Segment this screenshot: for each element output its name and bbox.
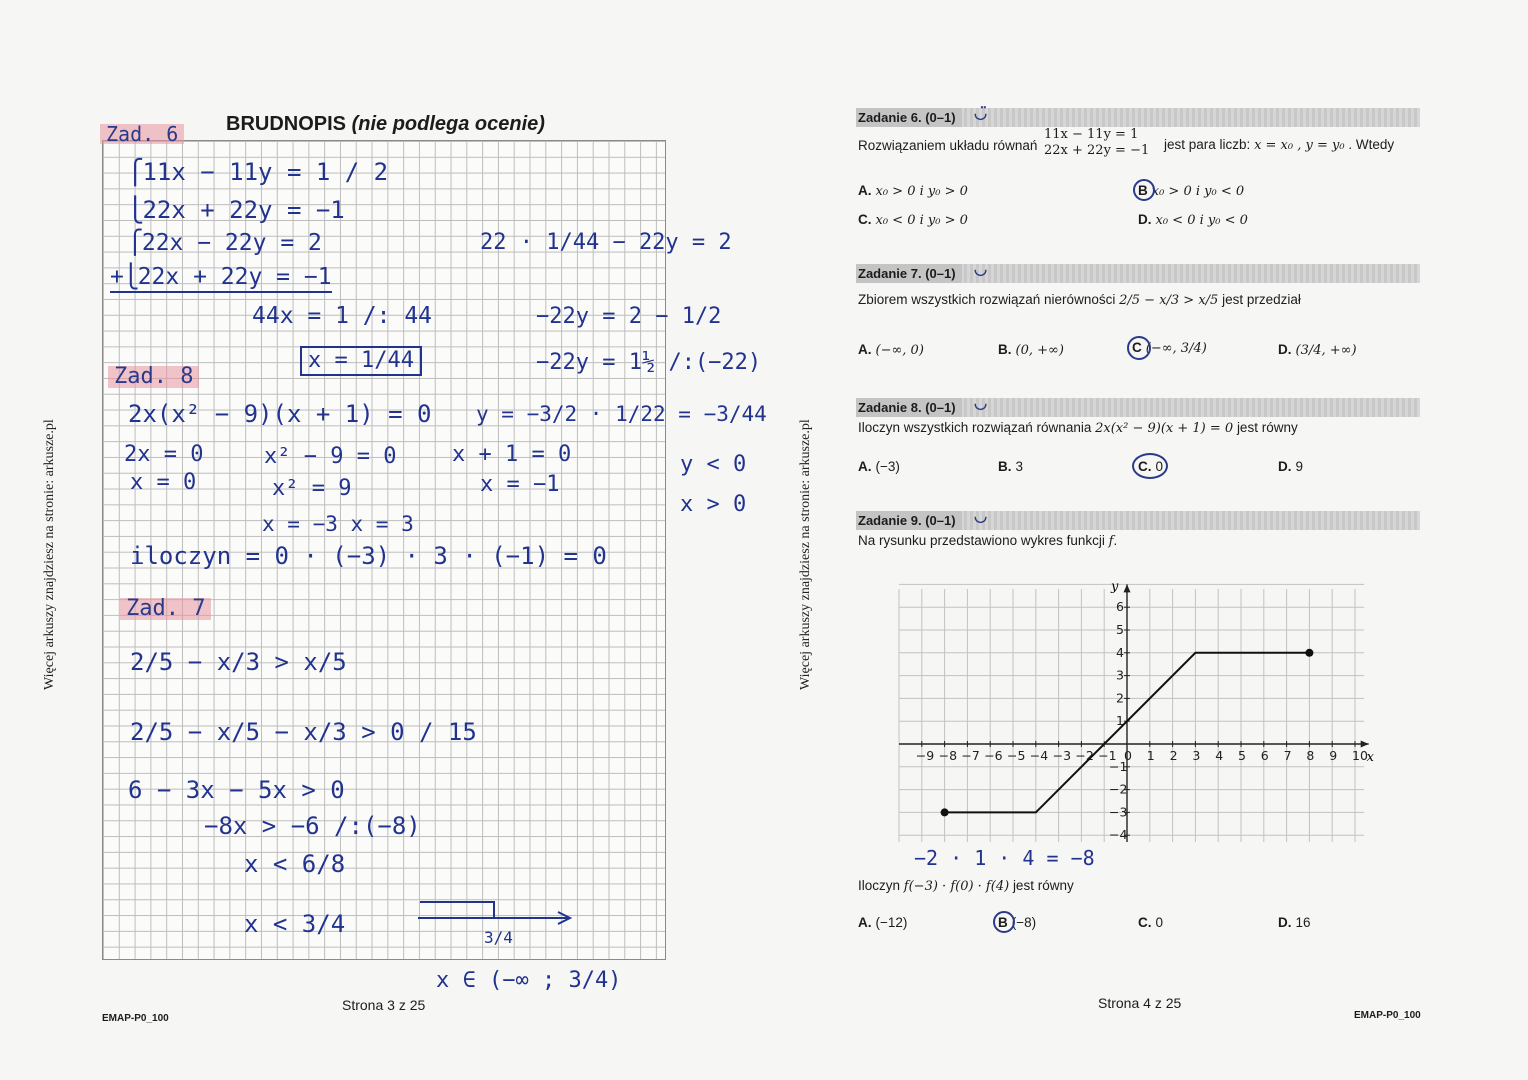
task7-option-c-text: (−∞, 3/4): [1145, 341, 1207, 356]
task7-option-b-letter: B.: [998, 342, 1012, 357]
task7-option-b[interactable]: [998, 342, 1064, 358]
task7-option-c-circle: [1127, 336, 1151, 360]
hw-zad7-step4: −8x > −6 /:(−8): [204, 812, 421, 840]
right-page: [764, 0, 1528, 1080]
task9-question: [858, 878, 1074, 894]
task6-eq2: 22x + 22y = −1: [1044, 143, 1150, 158]
y-tick-label: −1: [1109, 758, 1128, 774]
y-tick-label: 5: [1116, 622, 1124, 637]
x-tick-label: 3: [1192, 748, 1201, 763]
task9-option-b-letter: B: [998, 915, 1008, 930]
task9-fname: f: [1108, 534, 1114, 549]
task6-text: Rozwiązaniem układu równań: [858, 138, 1038, 153]
x-tick-label: 0: [1124, 748, 1132, 763]
hw-zad8-step3: x² − 9 = 0: [264, 444, 397, 469]
task9-option-a[interactable]: [858, 915, 907, 930]
x-tick-label: 5: [1238, 748, 1246, 763]
hw-zad6-right2: −22y = 2 − 1/2: [536, 304, 722, 329]
task6-system: [1044, 127, 1149, 159]
hw-zad6-line4: +⎩22x + 22y = −1: [110, 266, 332, 293]
hw-zad8-step1: 2x = 0: [124, 442, 204, 467]
task6-option-c[interactable]: [858, 212, 968, 228]
task8-label: Zadanie 8. (0–1): [856, 398, 962, 417]
task9-label: Zadanie 9. (0–1): [856, 511, 962, 530]
task6-option-c-text: x₀ < 0 i y₀ > 0: [875, 213, 968, 228]
y-tick-label: 3: [1116, 667, 1124, 683]
footer-code-left: EMAP-P0_100: [102, 1013, 169, 1024]
hw-zad7-step3: 6 − 3x − 5x > 0: [128, 776, 345, 804]
hw-zad6-result-x: x = 1/44: [300, 346, 422, 376]
task7-inequality: 2/5 − x/3 > x/5: [1119, 293, 1219, 308]
task7-option-c-letter: C: [1132, 340, 1142, 355]
brudnopis-title-note: (nie podlega ocenie): [351, 113, 545, 135]
task8-option-d[interactable]: [1278, 459, 1303, 474]
task8-text-after: jest równy: [1236, 420, 1298, 435]
x-tick-label: −6: [984, 748, 1003, 763]
task8-equation: 2x(x² − 9)(x + 1) = 0: [1095, 421, 1234, 436]
x-tick-label: −2: [1075, 748, 1094, 763]
hw-zad6-line5: 44x = 1 /: 44: [252, 303, 433, 329]
hw-zad8-step5: x + 1 = 0: [452, 442, 572, 467]
task9-option-c[interactable]: [1138, 915, 1163, 930]
hw-zad8-label: Zad. 8: [108, 366, 199, 388]
x-axis-label: x: [1366, 750, 1374, 765]
task9-option-d[interactable]: [1278, 915, 1311, 930]
x-axis-arrow: [1361, 741, 1369, 748]
y-tick-label: −3: [1109, 804, 1128, 820]
task9-text-label: Na rysunku przedstawiono wykres funkcji: [858, 533, 1105, 548]
y-tick-label: −2: [1109, 781, 1128, 797]
task9-header: [856, 508, 1420, 530]
task9-text-period: .: [1113, 533, 1118, 548]
task6-text-after-label: jest para liczb:: [1164, 137, 1251, 152]
task8-option-d-letter: D.: [1278, 459, 1292, 474]
hw-zad6-label: Zad. 6: [100, 124, 184, 144]
task8-option-b-letter: B.: [998, 459, 1012, 474]
task8-option-c-circle: [1132, 453, 1168, 479]
task6-pair: x = x₀ , y = y₀: [1254, 138, 1345, 153]
hw-zad7-label: Zad. 7: [120, 598, 211, 620]
function-endpoint: [941, 808, 949, 816]
hw-zad6-y-sign: y < 0: [680, 452, 747, 477]
task8-text-before: Iloczyn wszystkich rozwiązań równania: [858, 420, 1092, 435]
footer-code-right: EMAP-P0_100: [1354, 1010, 1421, 1021]
side-watermark-left: Więcej arkuszy znajdziesz na stronie: arkusze.pl: [42, 419, 57, 690]
page-number-left: Strona 3 z 25: [342, 997, 426, 1013]
page-number-right: Strona 4 z 25: [1098, 995, 1182, 1011]
x-tick-label: 2: [1169, 748, 1178, 763]
task6-text-end: . Wtedy: [1348, 137, 1395, 152]
x-tick-label: −4: [1029, 748, 1049, 763]
task9-option-b-text: (−8): [1011, 915, 1037, 930]
task9-option-d-text: 16: [1295, 915, 1311, 930]
task9-text: [858, 533, 1117, 549]
task7-option-d-letter: D.: [1278, 342, 1292, 357]
hw-zad8-roots: x = −3 x = 3: [262, 512, 414, 536]
task9-smile-icon: ◡: [974, 508, 988, 525]
task8-smile-icon: ◡: [974, 395, 988, 412]
x-tick-label: 7: [1283, 748, 1292, 763]
x-tick-label: 6: [1260, 748, 1269, 763]
task7-text-after: jest przedział: [1222, 292, 1301, 307]
hw-zad7-answer: x ∈ (−∞ ; 3/4): [436, 968, 622, 993]
task7-option-d-text: (3/4, +∞): [1295, 343, 1357, 358]
brudnopis-title-main: BRUDNOPIS: [226, 113, 347, 135]
hw-zad7-step1: 2/5 − x/3 > x/5: [130, 648, 347, 676]
hw-zad7-tick-label: 3/4: [484, 928, 513, 947]
task8-option-c-text: 0: [1155, 459, 1164, 474]
x-tick-label: 8: [1306, 748, 1315, 763]
task7-option-a-letter: A.: [858, 342, 872, 357]
hw-zad6-right1: 22 · 1/44 − 22y = 2: [480, 230, 732, 255]
x-tick-label: 10: [1352, 748, 1368, 763]
task9-question-after: jest równy: [1012, 878, 1074, 893]
x-tick-label: −1: [1098, 748, 1117, 763]
task8-option-c-letter: C.: [1138, 459, 1152, 474]
x-tick-label: 4: [1215, 748, 1224, 763]
task8-option-c[interactable]: [1138, 459, 1163, 474]
task6-text-after: [1164, 137, 1394, 153]
task6-smile-icon: ◡̈: [974, 105, 988, 122]
task6-option-d-letter: D.: [1138, 212, 1152, 227]
hw-zad8-step4: x² = 9: [272, 476, 352, 501]
task7-option-d[interactable]: [1278, 342, 1357, 358]
task7-option-b-text: (0, +∞): [1015, 343, 1064, 358]
side-watermark-right: Więcej arkuszy znajdziesz na stronie: arkusze.pl: [798, 419, 813, 690]
task8-option-a-text: (−3): [875, 459, 900, 474]
hw-zad6-right4: y = −3/2 · 1/22 = −3/44: [476, 402, 767, 426]
hw-zad8-equation: 2x(x² − 9)(x + 1) = 0: [128, 400, 432, 428]
hw-zad6-line3: ⎧22x − 22y = 2: [128, 230, 322, 256]
task7-option-c[interactable]: [1132, 340, 1207, 356]
task9-option-b[interactable]: [998, 915, 1036, 930]
y-axis-label: y: [1111, 579, 1119, 595]
task7-option-a[interactable]: [858, 342, 924, 358]
x-tick-label: 9: [1329, 748, 1338, 763]
task9-option-a-letter: A.: [858, 915, 872, 930]
task9-question-expr: f(−3) · f(0) · f(4): [903, 879, 1010, 894]
task8-option-b-text: 3: [1015, 459, 1024, 474]
y-axis-arrow: [1124, 584, 1131, 592]
function-graph: [894, 572, 1374, 842]
task7-option-a-text: (−∞, 0): [875, 343, 924, 358]
x-tick-label: −8: [938, 748, 958, 763]
task8-text: [858, 420, 1298, 436]
task8-option-d-text: 9: [1295, 459, 1304, 474]
hw-zad6-line2: ⎩22x + 22y = −1: [128, 196, 345, 224]
task8-option-b[interactable]: [998, 459, 1023, 474]
task6-option-b-text: x₀ > 0 i y₀ < 0: [1151, 184, 1245, 199]
function-endpoint: [1305, 649, 1313, 657]
task9-option-d-letter: D.: [1278, 915, 1292, 930]
x-tick-label: −9: [915, 748, 935, 763]
x-tick-label: 1: [1146, 748, 1155, 763]
task6-option-a-letter: A.: [858, 183, 872, 198]
task7-text: [858, 292, 1301, 308]
hw-zad6-right3: −22y = 1½ /:(−22): [536, 350, 762, 375]
y-tick-label: 1: [1116, 713, 1124, 729]
task9-option-b-circle: [993, 911, 1015, 933]
x-tick-label: −7: [961, 748, 980, 763]
y-tick-label: 2: [1116, 690, 1124, 706]
hw-zad7-step2: 2/5 − x/5 − x/3 > 0 / 15: [130, 718, 477, 746]
task9-handwritten-calc: −2 · 1 · 4 = −8: [914, 846, 1095, 870]
hw-zad7-step6: x < 3/4: [244, 910, 346, 938]
x-tick-label: −5: [1007, 748, 1026, 763]
hw-zad6-line1: ⎧11x − 11y = 1 / 2: [128, 158, 389, 186]
task8-header: [856, 395, 1420, 417]
brudnopis-title: [226, 113, 545, 136]
hw-zad8-step6: x = −1: [480, 472, 560, 497]
hw-zad7-step5: x < 6/8: [244, 850, 346, 878]
task9-option-c-letter: C.: [1138, 915, 1152, 930]
task9-option-a-text: (−12): [875, 915, 908, 930]
task6-option-a-text: x₀ > 0 i y₀ > 0: [875, 184, 968, 199]
hw-zad8-product: iloczyn = 0 · (−3) · 3 · (−1) = 0: [130, 542, 607, 570]
task8-option-a-letter: A.: [858, 459, 872, 474]
task7-label: Zadanie 7. (0–1): [856, 264, 962, 283]
y-tick-label: 6: [1116, 599, 1124, 615]
task6-option-b[interactable]: [1138, 183, 1244, 199]
task6-option-b-circle: [1133, 179, 1155, 201]
task9-option-c-text: 0: [1155, 915, 1164, 930]
hw-zad8-step2: x = 0: [130, 470, 197, 495]
task7-text-before: Zbiorem wszystkich rozwiązań nierówności: [858, 292, 1116, 307]
task6-eq1: 11x − 11y = 1: [1044, 127, 1139, 142]
task7-header: [856, 261, 1420, 283]
task6-option-d-text: x₀ < 0 i y₀ < 0: [1155, 213, 1248, 228]
task6-option-b-letter: B: [1138, 183, 1148, 198]
hw-zad6-x-sign: x > 0: [680, 492, 747, 517]
task6-option-a[interactable]: [858, 183, 968, 199]
task8-option-a[interactable]: [858, 459, 900, 474]
task6-option-d[interactable]: [1138, 212, 1248, 228]
hw-number-line-bracket: [420, 902, 494, 918]
y-tick-label: 4: [1116, 644, 1124, 660]
y-tick-label: −4: [1109, 827, 1128, 842]
x-tick-label: −3: [1052, 748, 1072, 763]
task6-header: [856, 105, 1420, 127]
task6-label: Zadanie 6. (0–1): [856, 108, 962, 127]
task6-option-c-letter: C.: [858, 212, 872, 227]
task9-question-before: Iloczyn: [858, 878, 901, 893]
task7-smile-icon: ◡: [974, 261, 988, 278]
